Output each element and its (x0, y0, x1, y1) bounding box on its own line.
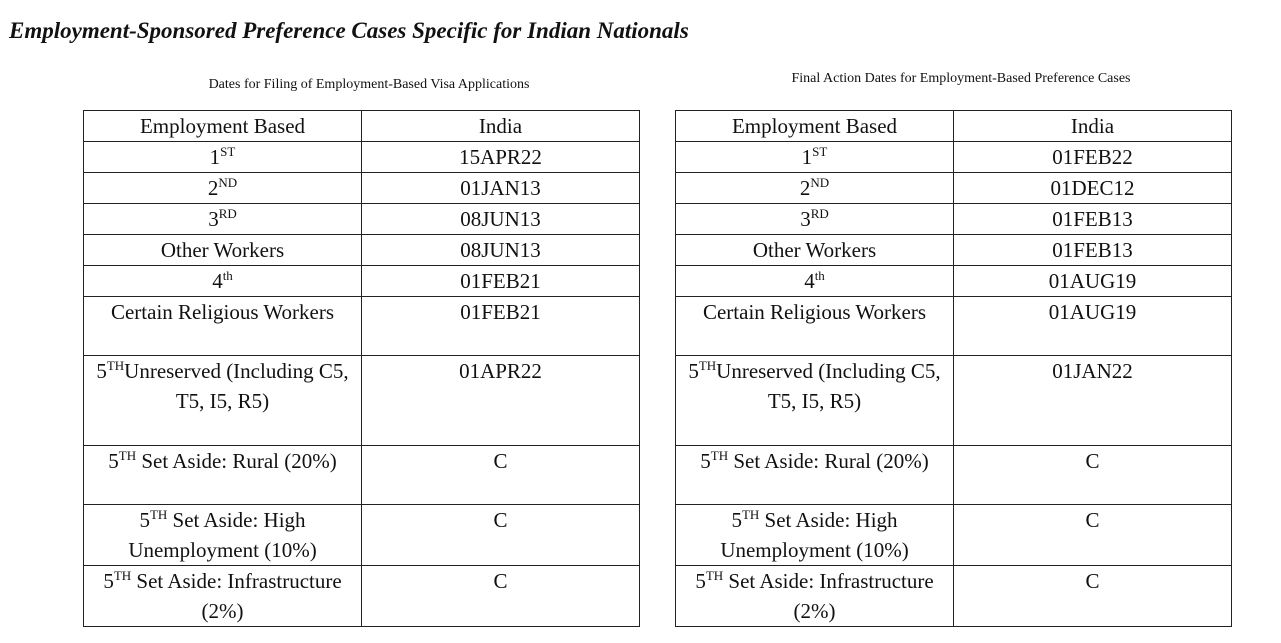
date-cell: 01AUG19 (954, 297, 1232, 356)
table-row (84, 356, 640, 446)
filing-dates-table (83, 110, 640, 627)
table-row (84, 505, 640, 566)
ordinal-suffix: TH (113, 568, 132, 583)
category-cell (676, 204, 954, 235)
category-label: Set Aside: Rural (20%) (136, 449, 337, 473)
category-cell (676, 356, 954, 446)
date-cell: 01APR22 (362, 356, 640, 446)
date-cell: 01AUG19 (954, 266, 1232, 297)
ordinal-suffix: th (814, 268, 825, 283)
date-cell: 01FEB22 (954, 142, 1232, 173)
category-label: Set Aside: High Unemployment (10%) (720, 508, 909, 562)
date-cell: 08JUN13 (362, 235, 640, 266)
table-row (84, 566, 640, 627)
category-label: Unreserved (Including C5, T5, I5, R5) (124, 359, 349, 413)
table-row (676, 446, 1232, 505)
ordinal-suffix: TH (710, 448, 729, 463)
header-india: India (362, 111, 640, 142)
category-label: Other Workers (752, 238, 877, 262)
category-number: 5 (103, 569, 114, 593)
table-row (676, 505, 1232, 566)
category-label: Other Workers (160, 238, 285, 262)
category-number: 1 (801, 145, 813, 169)
date-cell: 08JUN13 (362, 204, 640, 235)
category-cell (676, 235, 954, 266)
filing-table-caption: Dates for Filing of Employment-Based Visa Applications (208, 77, 530, 92)
date-cell: 15APR22 (362, 142, 640, 173)
category-cell (84, 142, 362, 173)
category-cell (84, 566, 362, 627)
date-cell: C (362, 566, 640, 627)
ordinal-suffix: ST (812, 144, 828, 159)
category-number: 3 (800, 207, 811, 231)
table-row (84, 173, 640, 204)
ordinal-suffix: TH (118, 448, 137, 463)
category-number: 1 (209, 145, 221, 169)
category-cell (84, 235, 362, 266)
date-cell: 01FEB21 (362, 266, 640, 297)
date-cell: 01FEB13 (954, 204, 1232, 235)
date-cell: C (362, 446, 640, 505)
category-number: 3 (208, 207, 219, 231)
ordinal-suffix: RD (218, 206, 237, 221)
category-cell (84, 266, 362, 297)
category-cell (84, 297, 362, 356)
category-label: Set Aside: High Unemployment (10%) (128, 508, 317, 562)
category-number: 5 (688, 359, 699, 383)
category-cell (676, 142, 954, 173)
date-cell: 01JAN22 (954, 356, 1232, 446)
category-number: 5 (96, 359, 107, 383)
ordinal-suffix: TH (106, 358, 125, 373)
category-cell (84, 204, 362, 235)
ordinal-suffix: TH (698, 358, 717, 373)
category-cell (676, 173, 954, 204)
table-row (84, 266, 640, 297)
category-cell (676, 446, 954, 505)
table-row (84, 204, 640, 235)
ordinal-suffix: TH (741, 507, 760, 522)
table-row (676, 356, 1232, 446)
category-number: 4 (212, 269, 223, 293)
date-cell: 01FEB13 (954, 235, 1232, 266)
table-row (84, 235, 640, 266)
ordinal-suffix: RD (810, 206, 829, 221)
category-number: 5 (700, 449, 711, 473)
ordinal-suffix: ST (220, 144, 236, 159)
header-india: India (954, 111, 1232, 142)
category-cell (676, 297, 954, 356)
table-row (676, 204, 1232, 235)
category-cell (84, 505, 362, 566)
category-number: 2 (799, 176, 811, 200)
category-label: Certain Religious Workers (702, 300, 927, 324)
table-header-row (676, 111, 1232, 142)
category-cell (84, 173, 362, 204)
table-row (84, 446, 640, 505)
table-row (676, 297, 1232, 356)
category-cell (676, 566, 954, 627)
header-employment-based: Employment Based (676, 111, 954, 142)
category-cell (84, 446, 362, 505)
date-cell: C (954, 566, 1232, 627)
category-number: 5 (139, 508, 150, 532)
table-header-row (84, 111, 640, 142)
category-number: 5 (695, 569, 706, 593)
table-row (676, 566, 1232, 627)
header-employment-based: Employment Based (84, 111, 362, 142)
ordinal-suffix: TH (149, 507, 168, 522)
category-cell (676, 505, 954, 566)
table-row (84, 297, 640, 356)
category-number: 5 (731, 508, 742, 532)
table-row (84, 142, 640, 173)
date-cell: 01JAN13 (362, 173, 640, 204)
page-title: Employment-Sponsored Preference Cases Specific for Indian Nationals (9, 18, 689, 43)
table-row (676, 266, 1232, 297)
date-cell: C (362, 505, 640, 566)
category-number: 4 (804, 269, 815, 293)
category-label: Set Aside: Infrastructure (2%) (131, 569, 342, 623)
ordinal-suffix: TH (705, 568, 724, 583)
final-action-table-caption: Final Action Dates for Employment-Based Preference Cases (791, 71, 1131, 86)
table-row (676, 142, 1232, 173)
category-number: 2 (207, 176, 219, 200)
date-cell: C (954, 505, 1232, 566)
category-label: Set Aside: Infrastructure (2%) (723, 569, 934, 623)
table-row (676, 235, 1232, 266)
ordinal-suffix: th (222, 268, 233, 283)
category-cell (676, 266, 954, 297)
category-cell (84, 356, 362, 446)
date-cell: 01DEC12 (954, 173, 1232, 204)
category-label: Certain Religious Workers (110, 300, 335, 324)
category-label: Unreserved (Including C5, T5, I5, R5) (716, 359, 941, 413)
category-label: Set Aside: Rural (20%) (728, 449, 929, 473)
category-number: 5 (108, 449, 119, 473)
date-cell: 01FEB21 (362, 297, 640, 356)
ordinal-suffix: ND (810, 175, 830, 190)
final-action-dates-table (675, 110, 1232, 627)
date-cell: C (954, 446, 1232, 505)
ordinal-suffix: ND (218, 175, 238, 190)
table-row (676, 173, 1232, 204)
